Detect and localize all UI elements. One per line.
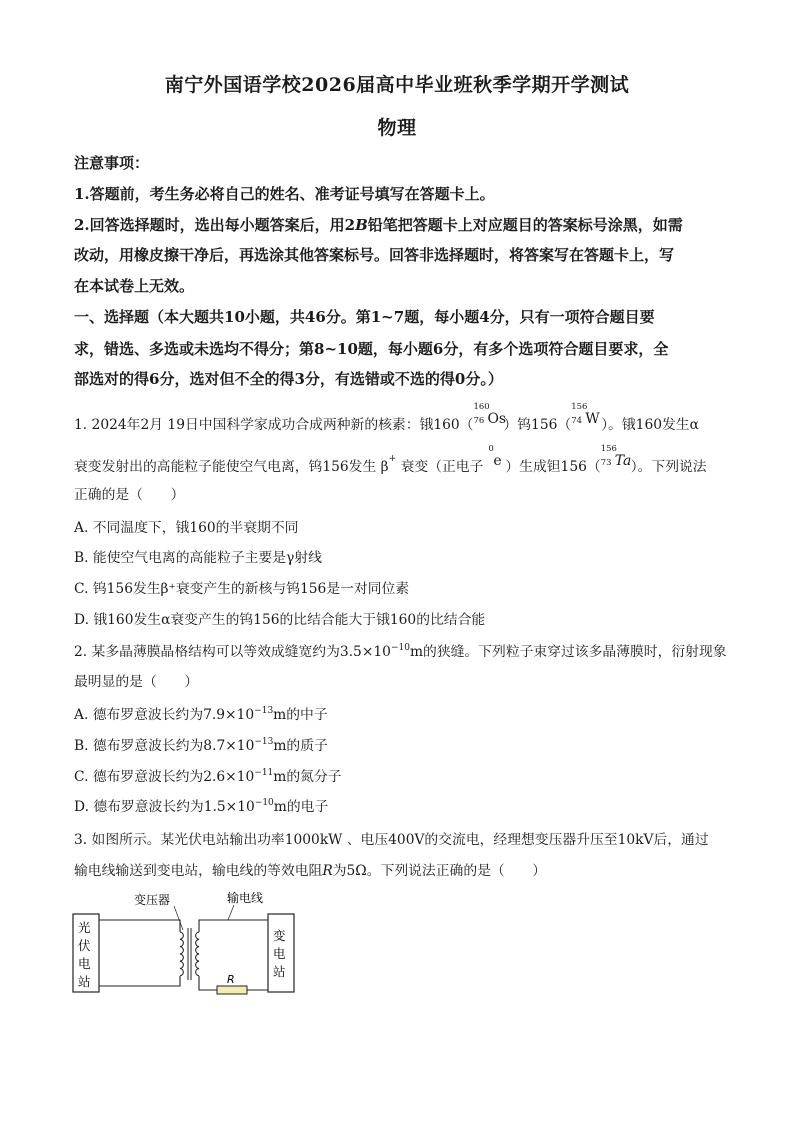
substation-char-1: 变 (273, 928, 286, 943)
transformer-label: 变压器 (134, 893, 171, 907)
notes-item-2-part-c: 铅笔把答题卡上对应题目的答案标号涂黑，如需 (367, 216, 683, 234)
power-line-label: 输电线 (227, 891, 264, 905)
q1-stem-text: ）。锇160发生α (601, 417, 699, 433)
q2-option-d (74, 795, 328, 815)
q2-option-c-exponent: −11 (254, 768, 274, 778)
resistor-label: R (227, 973, 235, 986)
q3-stem-text: 为5Ω。下列说法正确的是（ ） (332, 863, 547, 879)
section-header-line1: 一、选择题（本大题共10小题，共46分。第1~7题，每小题4分，只有一项符合题目要 (74, 308, 655, 326)
subject-title: 物理 (377, 117, 417, 139)
q1-stem-text: 1. 2024年2月 19日中国科学家成功合成两种新的核素：锇160（ (74, 417, 474, 433)
notes-item-2-line3: 在本试卷上无效。 (74, 277, 195, 295)
q3-resistance-symbol: R (322, 863, 333, 879)
power-line-pointer (228, 905, 234, 920)
q2-option-c-text: C. 德布罗意波长约为2.6×10 (74, 769, 255, 785)
os-atomic-number: 76 (473, 416, 485, 426)
notes-item-2 (74, 214, 683, 235)
notes-item-2-part-a: 2.回答选择题时，选出每小题答案后，用2 (74, 216, 356, 234)
positron-top: 0 (488, 444, 494, 454)
os-mass-number: 160 (473, 402, 490, 412)
pv-station-char-1: 光 (78, 920, 91, 935)
positron-letter: e (493, 453, 502, 469)
q2-stem-text: 2. 某多晶薄膜晶格结构可以等效成缝宽约为3.5×10 (74, 644, 391, 660)
w-mass-number: 156 (571, 402, 588, 412)
ta-atomic-number: 73 (600, 458, 612, 468)
secondary-wire-bottom-left (199, 976, 217, 990)
q1-stem-line1 (74, 402, 699, 433)
notes-item-2-pencil: B (355, 216, 368, 234)
tantalum-nuclide (600, 444, 632, 474)
exam-title: 南宁外国语学校2026届高中毕业班秋季学期开学测试 (164, 74, 630, 96)
beta-letter: β (380, 459, 389, 475)
q3-stem-line1: 3. 如图所示。某光伏电站输出功率1000kW 、电压400V的交流电，经理想变压器升压至10kV后，通过 (74, 832, 709, 848)
circuit-diagram (70, 888, 300, 1003)
substation-char-3: 站 (273, 964, 286, 979)
ta-symbol: Ta (614, 453, 632, 469)
q2-option-d-unit: m的电子 (273, 799, 329, 815)
q2-option-b-exponent: −13 (254, 737, 274, 747)
beta-sup: + (388, 454, 397, 464)
resistor (217, 986, 247, 994)
secondary-wire-top (199, 920, 268, 932)
section-header-line3: 部选对的得6分，选对但不全的得3分，有选错或不选的得0分。） (74, 370, 503, 388)
q2-option-a (74, 703, 328, 723)
section-header-line2: 求，错选、多选或未选均不得分；第8~10题，每小题6分，有多个选项符合题目要求，全 (74, 340, 669, 358)
q1-stem-text: ）钨156（ (503, 417, 572, 433)
q2-option-b (74, 734, 328, 754)
secondary-coil (196, 932, 199, 976)
q2-option-a-text: A. 德布罗意波长约为7.9×10 (74, 707, 255, 723)
q1-stem-text: ）。下列说法 (630, 459, 707, 475)
ta-mass-number: 156 (600, 444, 617, 454)
q3-stem-text: 输电线输送到变电站，输电线的等效电阻 (74, 863, 323, 879)
primary-coil (180, 932, 183, 976)
w-atomic-number: 74 (571, 416, 583, 426)
q1-stem-text: ）生成钽156（ (505, 459, 601, 475)
q2-option-d-text: D. 德布罗意波长约为1.5×10 (74, 799, 255, 815)
notes-item-1: 1.答题前，考生务必将自己的姓名、准考证号填写在答题卡上。 (74, 185, 495, 203)
osmium-nuclide (473, 402, 507, 432)
positron-symbol (483, 444, 505, 474)
substation-char-2: 电 (273, 946, 286, 961)
q2-stem-line2: 最明显的是（ ） (74, 674, 199, 690)
q1-stem-line2 (74, 444, 707, 475)
transformer-label-pointer (174, 906, 183, 930)
q1-stem-line3: 正确的是（ ） (74, 487, 185, 503)
primary-wire-bottom (99, 976, 180, 986)
notes-item-2-line2: 改动，用橡皮擦干净后，再选涂其他答案标号。回答非选择题时，将答案写在答题卡上，写 (74, 246, 675, 264)
q2-stem-text: m的狭缝。下列粒子束穿过该多晶薄膜时，衍射现象 (409, 644, 727, 660)
q2-stem-line1 (74, 640, 727, 660)
q1-option-a: A. 不同温度下，锇160的半衰期不同 (74, 520, 299, 536)
primary-wire (99, 920, 180, 932)
q1-stem-text: 衰变（正电子 (400, 459, 484, 475)
q1-option-c: C. 钨156发生β⁺衰变产生的新核与钨156是一对同位素 (74, 581, 410, 597)
q2-option-a-unit: m的中子 (273, 707, 328, 723)
os-symbol: Os (487, 411, 507, 427)
w-symbol: W (585, 411, 600, 427)
q2-option-c-unit: m的氮分子 (273, 769, 342, 785)
pv-station-char-3: 电 (78, 956, 91, 971)
q2-stem-exponent: −10 (390, 643, 410, 653)
q2-option-b-text: B. 德布罗意波长约为8.7×10 (74, 738, 255, 754)
pv-station-char-2: 伏 (78, 938, 91, 953)
q2-option-c (74, 765, 342, 785)
notes-heading: 注意事项： (74, 154, 150, 172)
q3-stem-line2 (74, 859, 546, 879)
q2-option-a-exponent: −13 (254, 706, 274, 716)
q2-option-b-unit: m的质子 (273, 738, 328, 754)
pv-station-char-4: 站 (78, 974, 91, 989)
beta-plus-symbol (380, 454, 397, 475)
q1-option-b: B. 能使空气电离的高能粒子主要是γ射线 (74, 550, 322, 566)
tungsten-nuclide (571, 402, 601, 432)
q1-stem-text: 衰变发射出的高能粒子能使空气电离，钨156发生 (74, 459, 377, 475)
q1-option-d: D. 锇160发生α衰变产生的钨156的比结合能大于锇160的比结合能 (74, 612, 486, 628)
q2-option-d-exponent: −10 (254, 798, 274, 808)
